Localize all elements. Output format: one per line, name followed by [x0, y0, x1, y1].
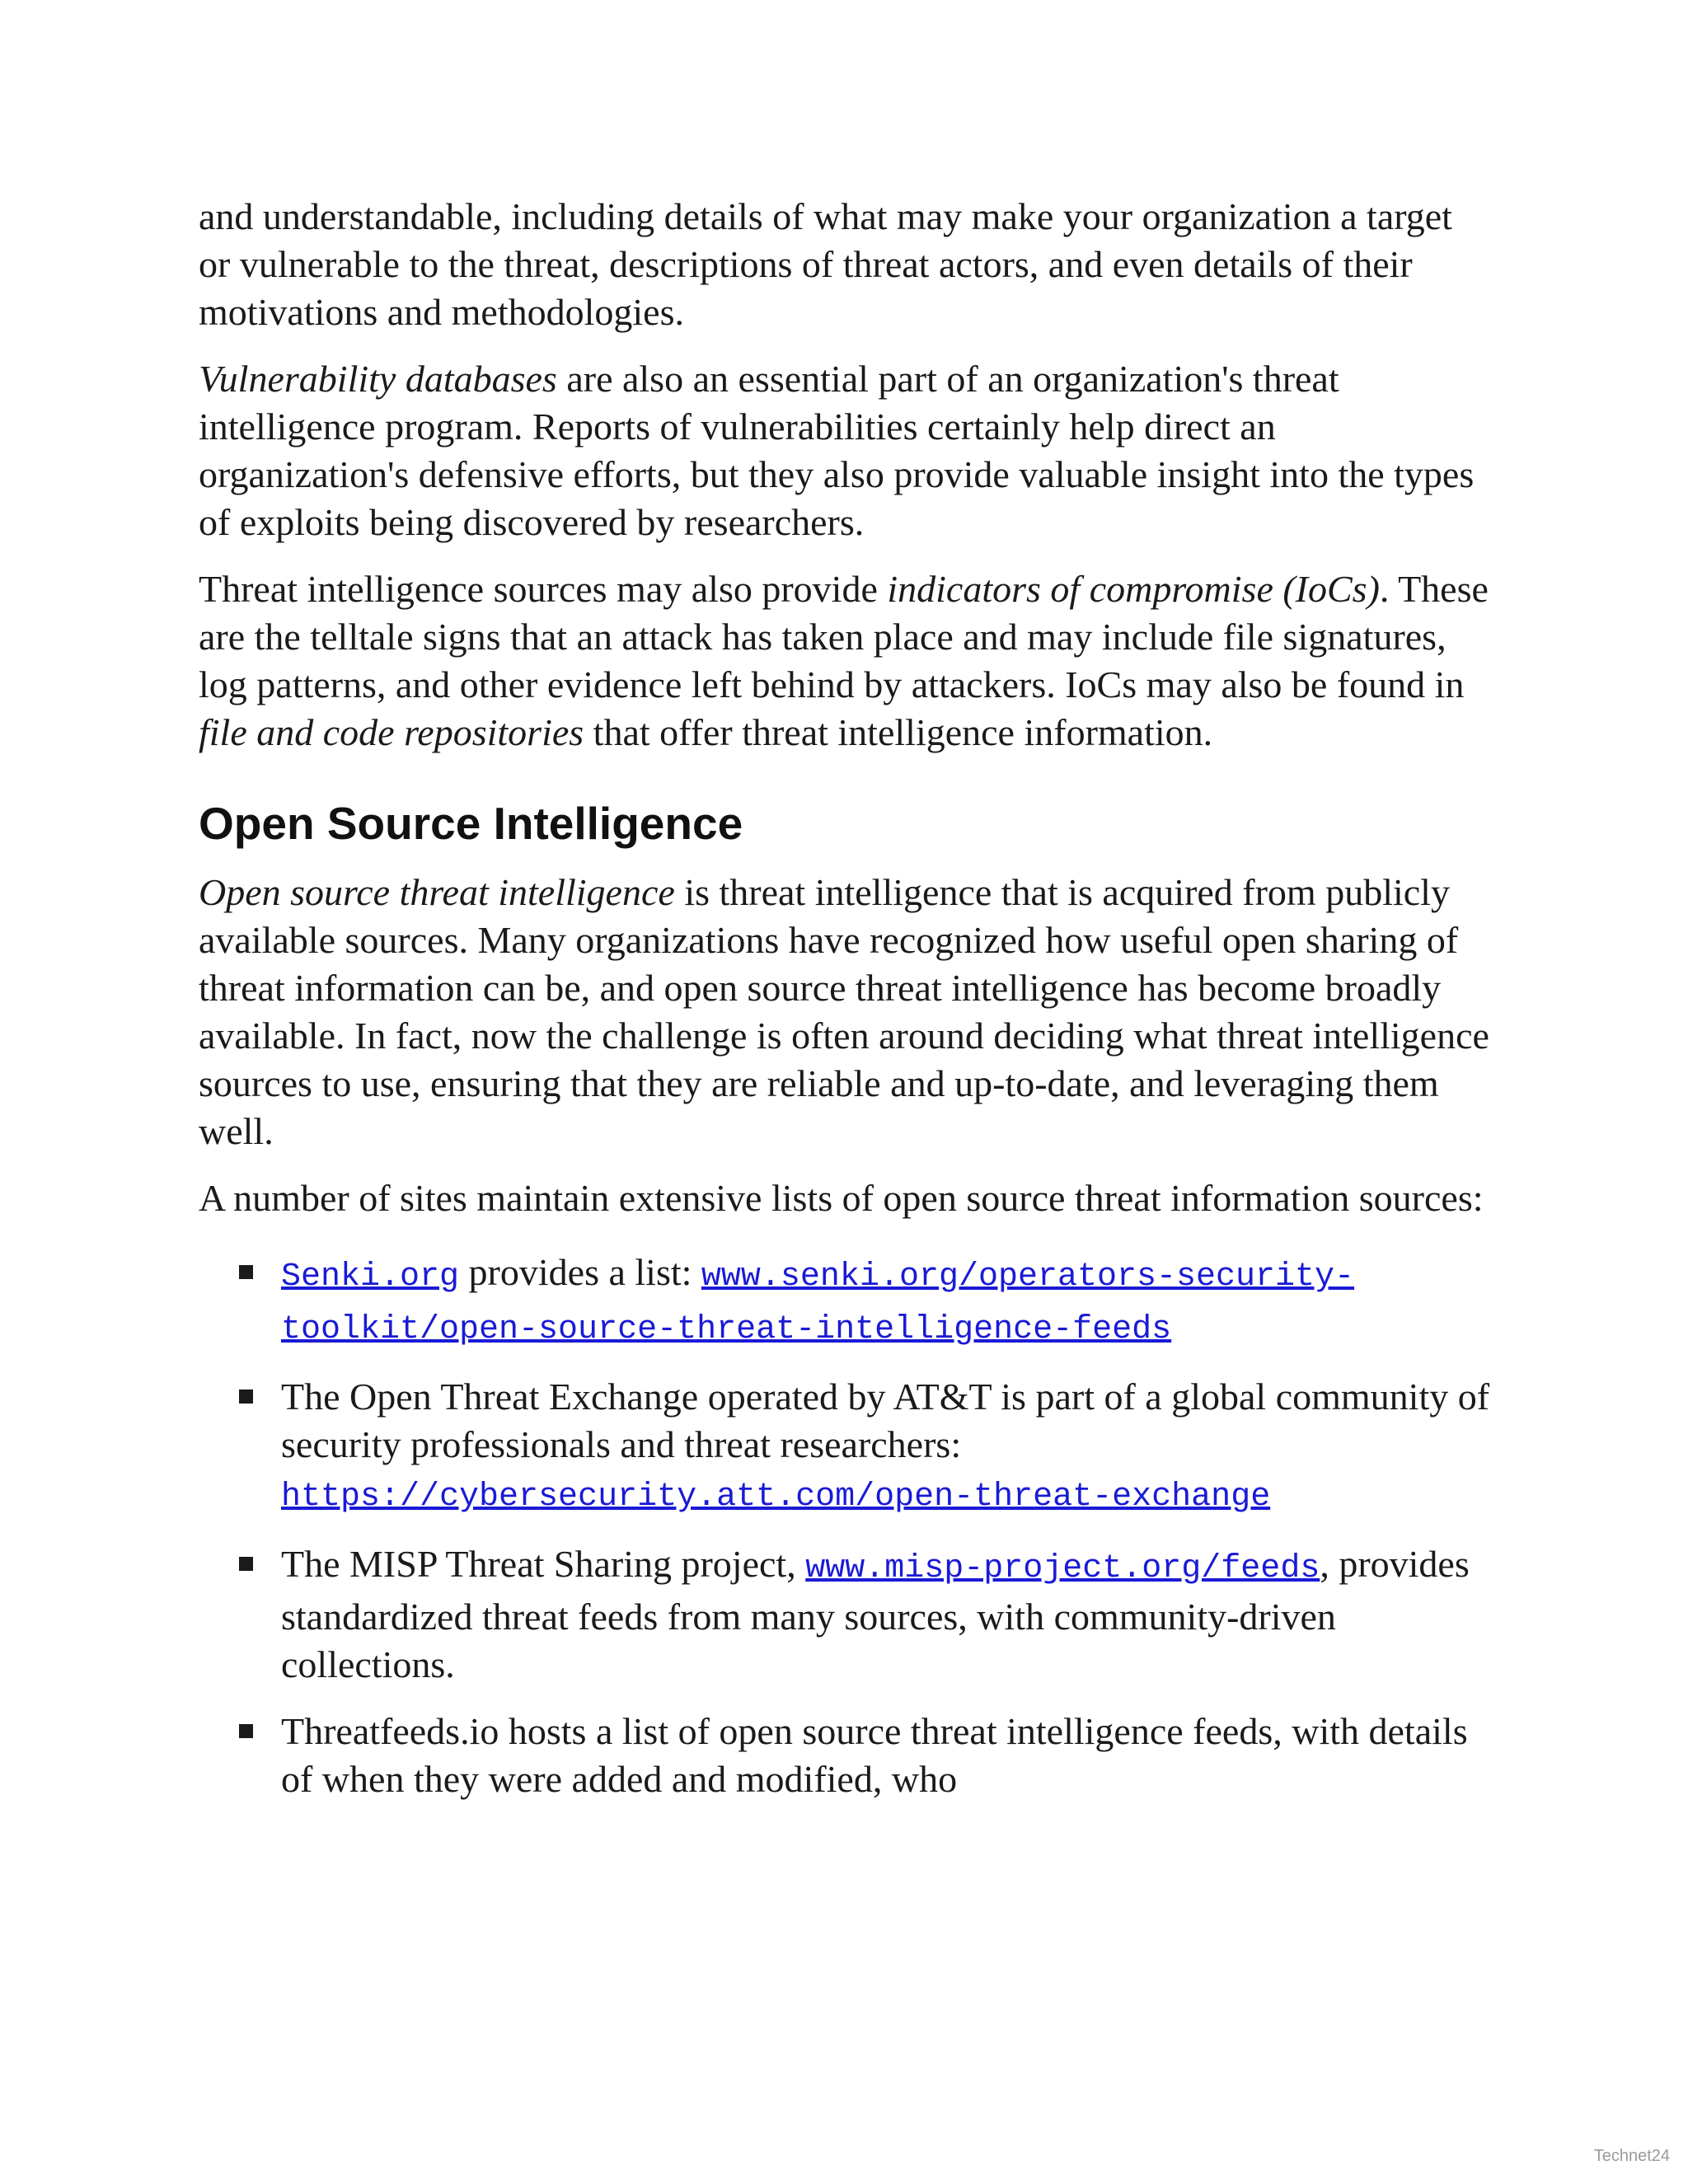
- list-item-text: , provides standardized threat feeds from many sources, with community-driven collections.: [281, 1543, 1470, 1685]
- square-bullet-icon: [239, 1390, 253, 1404]
- emphasis-term: indicators of compromise (IoCs): [887, 568, 1380, 610]
- threat-feed-list: [199, 1249, 1493, 1803]
- emphasis-term: file and code repositories: [199, 711, 584, 753]
- emphasis-term: Open source threat intelligence: [199, 871, 675, 913]
- paragraph-text: . These are the telltale signs that an attack has taken place and may include file signatures, log patterns, and other evidence left behind by attackers. IoCs may also be found in: [199, 568, 1489, 705]
- list-item-text: The MISP Threat Sharing project,: [281, 1543, 806, 1585]
- section-heading: Open Source Intelligence: [199, 798, 743, 849]
- paragraph-lists-intro: [199, 1174, 1493, 1222]
- paragraph-text: is threat intelligence that is acquired from publicly available sources. Many organizations have recognized how useful open sharing of threat information can be, and open source threat intelligence has become broadly available. In fact, now the challenge is often around deciding what threat intelligence sources to use, ensuring that they are reliable and up-to-date, and leveraging them well.: [199, 871, 1489, 1152]
- misp-feeds-link[interactable]: www.misp-project.org/feeds: [805, 1550, 1320, 1587]
- paragraph-open-source-intel: [199, 869, 1493, 1155]
- list-item: [281, 1540, 1493, 1689]
- otx-link[interactable]: https://cybersecurity.att.com/open-threat-exchange: [281, 1479, 1271, 1516]
- document-page: [199, 193, 1493, 1822]
- watermark: Technet24: [1593, 2147, 1670, 2165]
- square-bullet-icon: [239, 1724, 253, 1738]
- list-item: [281, 1708, 1493, 1803]
- list-item-text: provides a list:: [459, 1251, 701, 1293]
- paragraph-threat-reports: [199, 193, 1493, 336]
- paragraph-text: A number of sites maintain extensive lists of open source threat information sources:: [199, 1177, 1484, 1219]
- list-item-text: The Open Threat Exchange operated by AT&T is part of a global community of security professionals and threat researchers:: [281, 1376, 1490, 1465]
- paragraph-text: are also an essential part of an organization's threat intelligence program. Reports of vulnerabilities certainly help direct an organization's defensive efforts, but they also provide valuable insight into the types of exploits being discovered by researchers.: [199, 358, 1475, 543]
- paragraph-text: that offer threat intelligence information.: [584, 711, 1213, 753]
- paragraph-vulnerability-databases: [199, 355, 1493, 546]
- square-bullet-icon: [239, 1265, 253, 1279]
- list-item-text: Threatfeeds.io hosts a list of open source threat intelligence feeds, with details of when they were added and modified, who: [281, 1710, 1468, 1800]
- square-bullet-icon: [239, 1557, 253, 1571]
- senki-link[interactable]: Senki.org: [281, 1258, 460, 1296]
- paragraph-indicators-of-compromise: [199, 565, 1493, 757]
- list-item: [281, 1373, 1493, 1521]
- paragraph-text: Threat intelligence sources may also provide: [199, 568, 888, 610]
- senki-feeds-link[interactable]: www.senki.org/operators-security-toolkit/open-source-threat-intelligence-feeds: [281, 1258, 1355, 1348]
- list-item: [281, 1249, 1493, 1354]
- paragraph-text: and understandable, including details of what may make your organization a target or vulnerable to the threat, descriptions of threat actors, and even details of their motivations and methodologies.: [199, 195, 1452, 333]
- emphasis-term: Vulnerability databases: [199, 358, 557, 400]
